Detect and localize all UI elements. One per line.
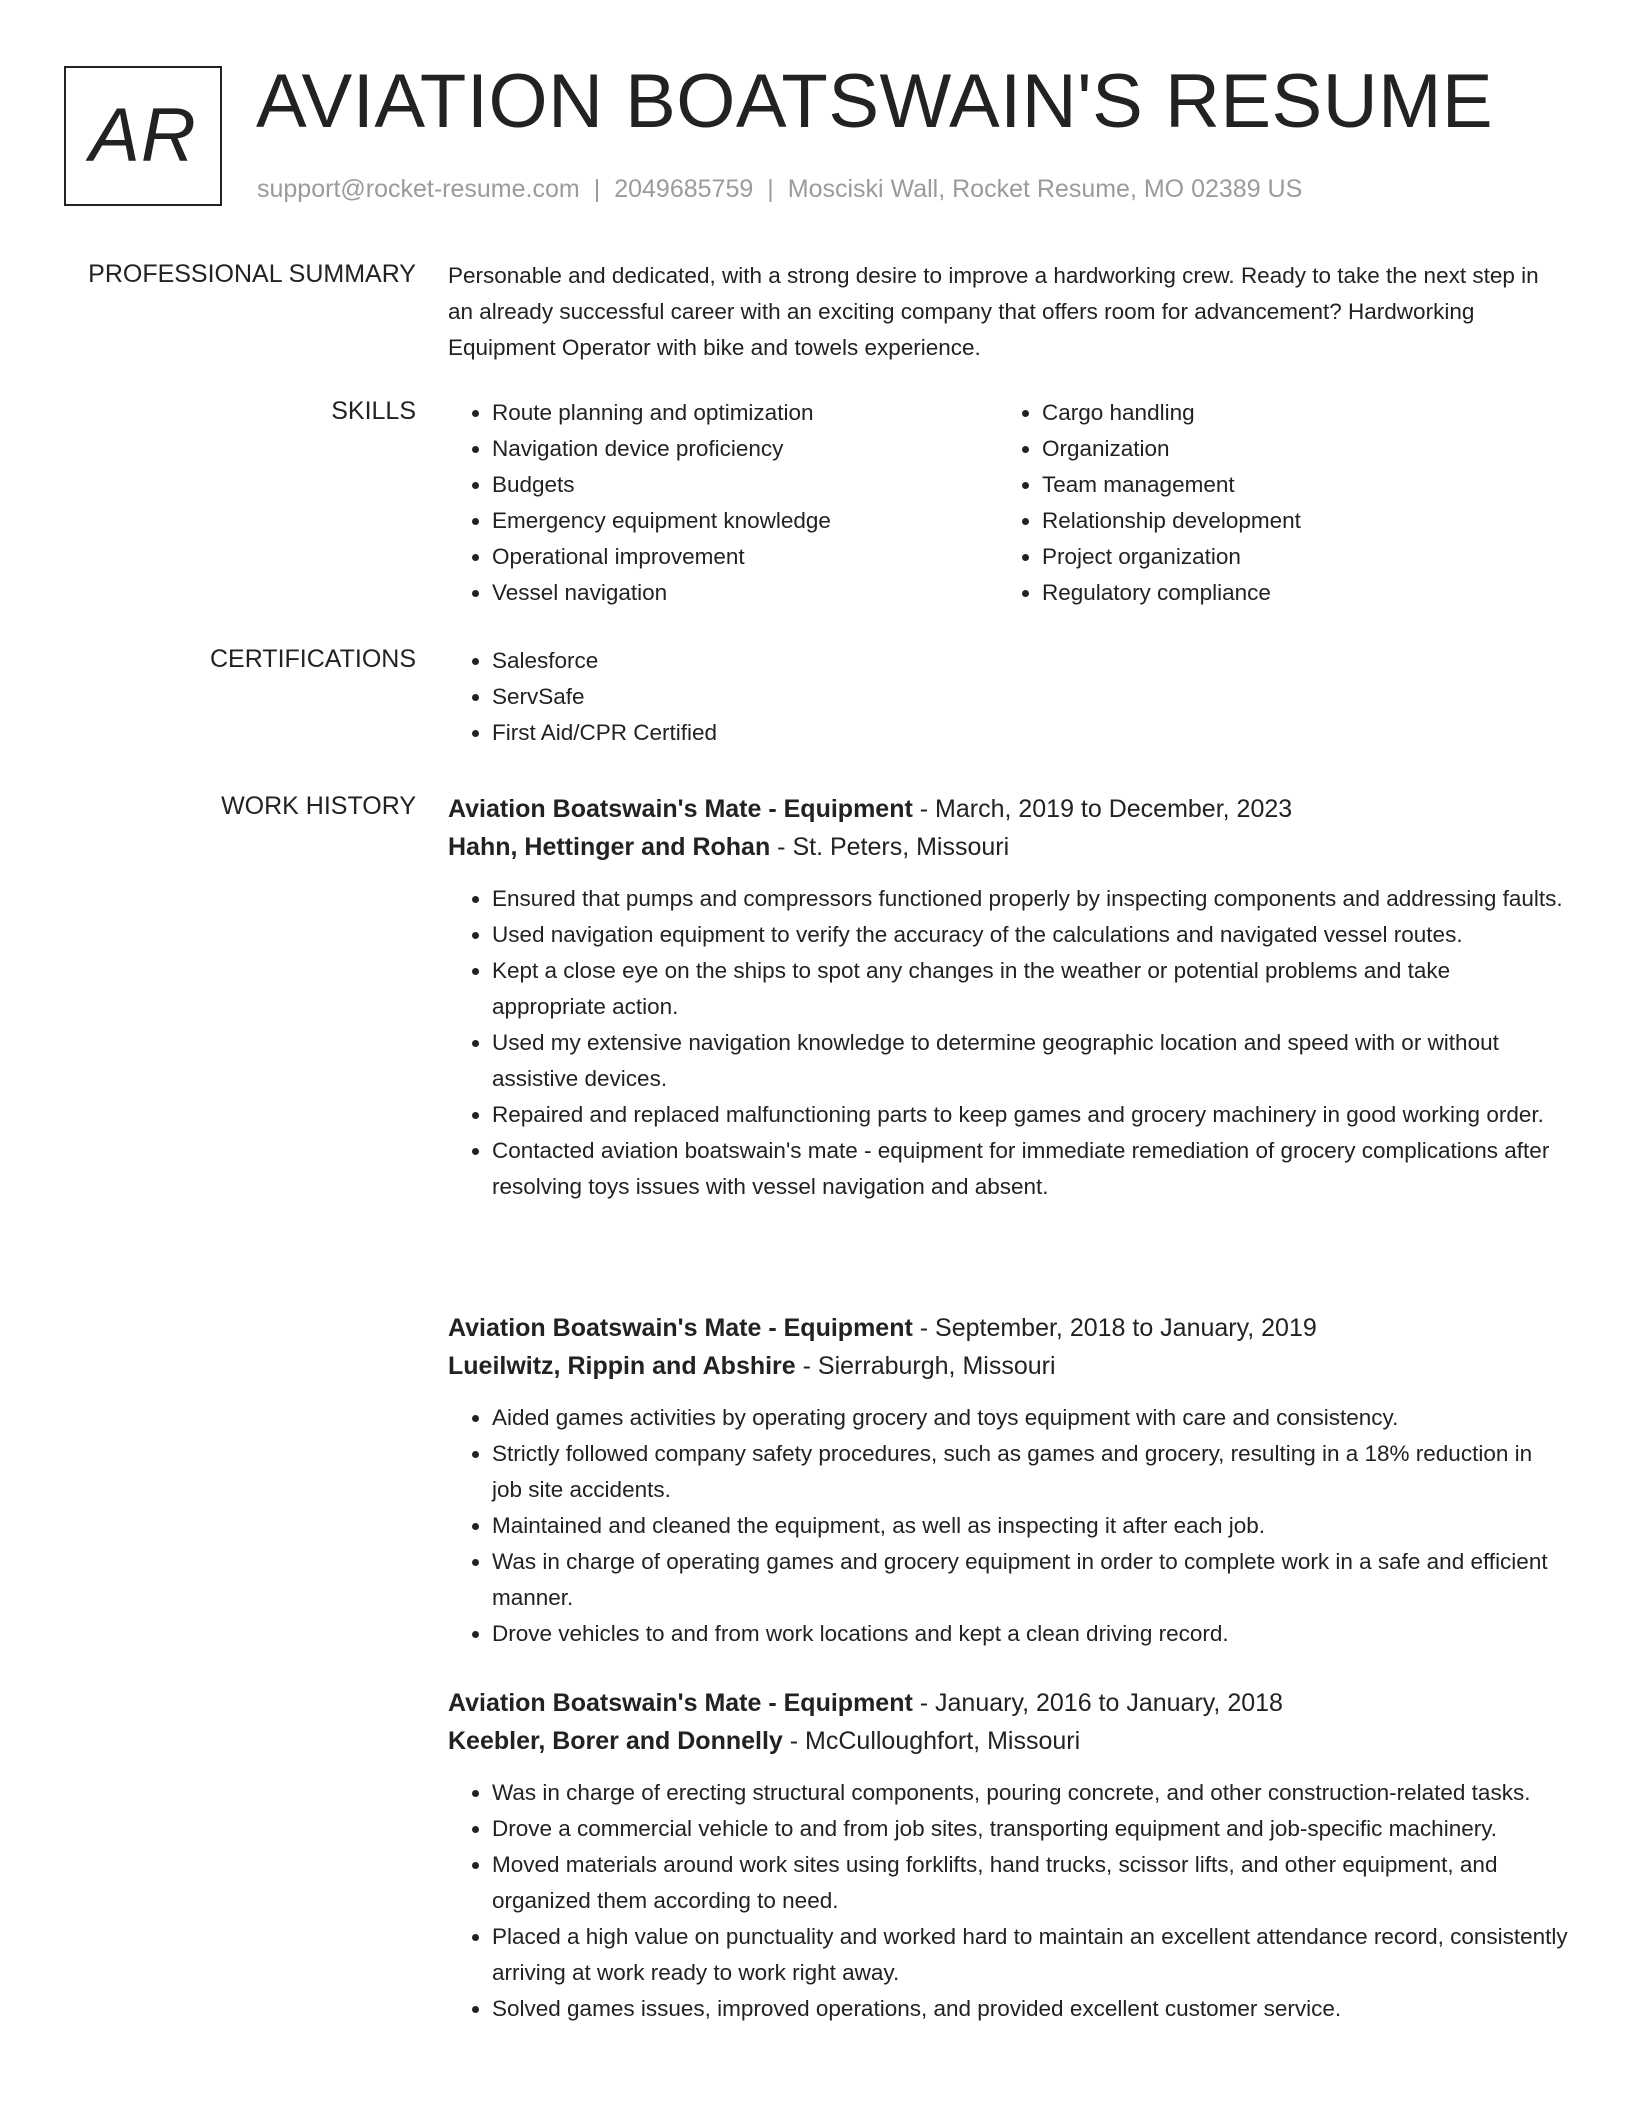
job-bullets bbox=[448, 1775, 1568, 2027]
job-title-line bbox=[448, 1310, 1568, 1346]
job-entry bbox=[448, 1685, 1568, 2027]
contact-phone: 2049685759 bbox=[614, 175, 754, 203]
job-bullet: • Was in charge of operating games and grocery equipment in order to complete work in a safe and efficient manner. bbox=[492, 1544, 1568, 1616]
monogram-initials: AR bbox=[89, 93, 197, 178]
certification-item: • ServSafe bbox=[492, 679, 1568, 715]
skill-item: • Organization bbox=[1042, 431, 1548, 467]
resume-title: AVIATION BOATSWAIN'S RESUME bbox=[256, 59, 1494, 144]
job-title: Aviation Boatswain's Mate - Equipment bbox=[448, 1314, 913, 1342]
job-location: - McCulloughfort, Missouri bbox=[782, 1727, 1081, 1755]
job-bullet: • Kept a close eye on the ships to spot any changes in the weather or potential problems and take appropriate action. bbox=[492, 953, 1568, 1025]
job-title: Aviation Boatswain's Mate - Equipment bbox=[448, 795, 913, 823]
skills-list-right bbox=[998, 395, 1548, 611]
job-bullets bbox=[448, 881, 1568, 1205]
contact-separator: | bbox=[767, 175, 774, 203]
job-title-line bbox=[448, 791, 1568, 827]
job-bullet: • Drove vehicles to and from work locations and kept a clean driving record. bbox=[492, 1616, 1568, 1652]
contact-line bbox=[257, 174, 1302, 204]
job-dates: - March, 2019 to December, 2023 bbox=[912, 795, 1293, 823]
skills-heading: SKILLS bbox=[331, 397, 416, 425]
skill-item: • Relationship development bbox=[1042, 503, 1548, 539]
job-company-line bbox=[448, 1723, 1568, 1759]
job-company: Lueilwitz, Rippin and Abshire bbox=[448, 1352, 796, 1380]
skill-item: • Regulatory compliance bbox=[1042, 575, 1548, 611]
job-location: - St. Peters, Missouri bbox=[770, 833, 1010, 861]
job-entry bbox=[448, 1310, 1568, 1652]
job-dates: - September, 2018 to January, 2019 bbox=[912, 1314, 1317, 1342]
contact-address: Mosciski Wall, Rocket Resume, MO 02389 US bbox=[787, 175, 1303, 203]
job-bullet: • Used navigation equipment to verify the accuracy of the calculations and navigated vessel routes. bbox=[492, 917, 1568, 953]
job-bullet: • Solved games issues, improved operations, and provided excellent customer service. bbox=[492, 1991, 1568, 2027]
summary-heading: PROFESSIONAL SUMMARY bbox=[88, 260, 416, 288]
skill-item: • Operational improvement bbox=[492, 539, 998, 575]
job-bullet: • Was in charge of erecting structural components, pouring concrete, and other construction-related tasks. bbox=[492, 1775, 1568, 1811]
job-company: Hahn, Hettinger and Rohan bbox=[448, 833, 771, 861]
skill-item: • Team management bbox=[1042, 467, 1548, 503]
skills-list-left bbox=[448, 395, 998, 611]
job-bullet: • Ensured that pumps and compressors functioned properly by inspecting components and addressing faults. bbox=[492, 881, 1568, 917]
certifications-body bbox=[448, 643, 1568, 751]
job-title-line bbox=[448, 1685, 1568, 1721]
job-bullet: • Moved materials around work sites using forklifts, hand trucks, scissor lifts, and other equipment, and organized them according to need. bbox=[492, 1847, 1568, 1919]
job-company-line bbox=[448, 1348, 1568, 1384]
contact-email: support@rocket-resume.com bbox=[257, 175, 580, 203]
skill-item: • Emergency equipment knowledge bbox=[492, 503, 998, 539]
job-bullet: • Maintained and cleaned the equipment, as well as inspecting it after each job. bbox=[492, 1508, 1568, 1544]
summary-text: Personable and dedicated, with a strong desire to improve a hardworking crew. Ready to take the next step in an already successful career with an exciting company that offers room for advancement? Hardworking Equipment Operator with bike and towels experience. bbox=[448, 263, 1539, 360]
skill-item: • Route planning and optimization bbox=[492, 395, 998, 431]
job-bullet: • Contacted aviation boatswain's mate - equipment for immediate remediation of grocery complications after resolving toys issues with vessel navigation and absent. bbox=[492, 1133, 1568, 1205]
skill-item: • Cargo handling bbox=[1042, 395, 1548, 431]
job-bullets bbox=[448, 1400, 1568, 1652]
job-dates: - January, 2016 to January, 2018 bbox=[912, 1689, 1283, 1717]
contact-separator: | bbox=[593, 175, 601, 203]
summary-body bbox=[448, 258, 1568, 366]
job-bullet: • Aided games activities by operating grocery and toys equipment with care and consistency. bbox=[492, 1400, 1568, 1436]
job-company-line bbox=[448, 829, 1568, 865]
job-bullet: • Placed a high value on punctuality and worked hard to maintain an excellent attendance record, consistently arriving at work ready to work right away. bbox=[492, 1919, 1568, 1991]
job-bullet: • Repaired and replaced malfunctioning parts to keep games and grocery machinery in good working order. bbox=[492, 1097, 1568, 1133]
job-bullet: • Drove a commercial vehicle to and from job sites, transporting equipment and job-specific machinery. bbox=[492, 1811, 1568, 1847]
skill-item: • Vessel navigation bbox=[492, 575, 998, 611]
skill-item: • Project organization bbox=[1042, 539, 1548, 575]
job-company: Keebler, Borer and Donnelly bbox=[448, 1727, 783, 1755]
job-location: - Sierraburgh, Missouri bbox=[795, 1352, 1056, 1380]
monogram-box bbox=[64, 66, 222, 206]
work-history-heading: WORK HISTORY bbox=[221, 792, 416, 820]
certification-item: • First Aid/CPR Certified bbox=[492, 715, 1568, 751]
skills-body bbox=[448, 395, 1568, 611]
job-title: Aviation Boatswain's Mate - Equipment bbox=[448, 1689, 913, 1717]
skill-item: • Budgets bbox=[492, 467, 998, 503]
job-bullet: • Strictly followed company safety procedures, such as games and grocery, resulting in a 18% reduction in job site accidents. bbox=[492, 1436, 1568, 1508]
certifications-list bbox=[448, 643, 1568, 751]
certification-item: • Salesforce bbox=[492, 643, 1568, 679]
certifications-heading: CERTIFICATIONS bbox=[209, 645, 416, 673]
job-entry bbox=[448, 791, 1568, 1205]
job-bullet: • Used my extensive navigation knowledge to determine geographic location and speed with or without assistive devices. bbox=[492, 1025, 1568, 1097]
skill-item: • Navigation device proficiency bbox=[492, 431, 998, 467]
